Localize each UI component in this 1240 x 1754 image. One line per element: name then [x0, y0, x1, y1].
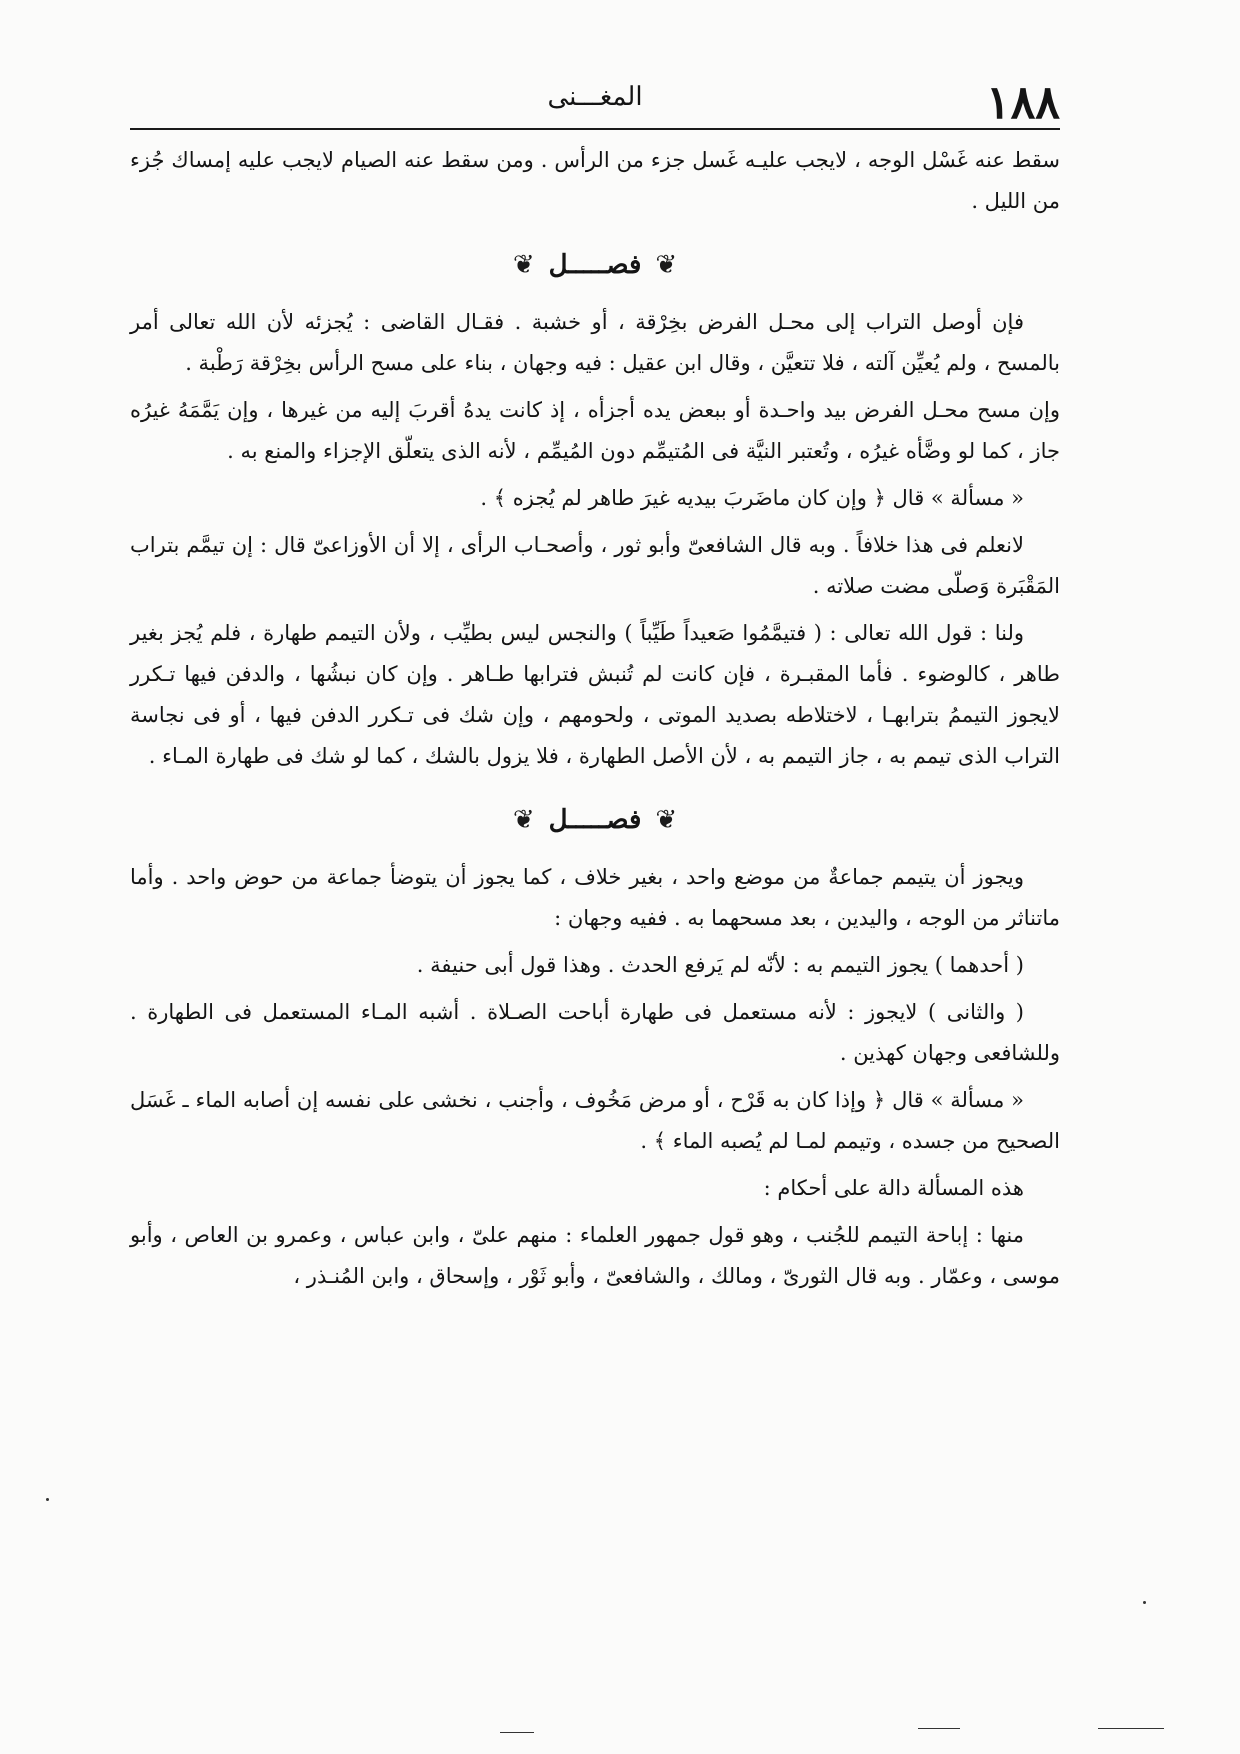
main-text — [130, 140, 1060, 1303]
scan-mark — [918, 1728, 960, 1729]
paragraph-1: سقط عنه غَسْل الوجه ، لايجب عليـه غَسل جزء من الرأس . ومن سقط عنه الصيام لايجب عليه إمساك جُزء من الليل . — [130, 148, 1060, 213]
section-heading-label: فصـــــل — [548, 804, 642, 835]
paragraph-10: « مسألة » قال ﴿ وإذا كان به قَرْح ، أو مرض مَخُوف ، وأجنب ، نخشى على نفسه إن أصابه الماء ـ غَسَل الصحيح من جسده ، وتيمم لمـا لم يُصبه الماء ﴾ . — [130, 1088, 1060, 1153]
paragraph-7: ويجوز أن يتيمم جماعةٌ من موضع واحد ، بغير خلاف ، كما يجوز أن يتوضأ جماعة من حوض واحد . وأما ماتناثر من الوجه ، واليدين ، بعد مسحهما به . ففيه وجهان : — [130, 865, 1060, 930]
page-number: ١٨٨ — [985, 75, 1060, 129]
section-heading-2 — [130, 783, 1060, 857]
page-header — [130, 72, 1060, 128]
section-heading-label: فصـــــل — [548, 249, 642, 280]
paragraph-5: لانعلم فى هذا خلافاً . وبه قال الشافعىّ وأبو ثور ، وأصحـاب الرأى ، إلا أن الأوزاعىّ قال : إن تيمَّم بتراب المَقْبَرة وَصلّى مضت صلاته . — [130, 533, 1060, 598]
paragraph-4: « مسألة » قال ﴿ وإن كان ماضَربَ بيديه غيرَ طاهر لم يُجزه ﴾ . — [480, 486, 1024, 510]
paragraph-3: وإن مسح محـل الفرض بيد واحـدة أو ببعض يده أجزأه ، إذ كانت يدهُ أقربَ إليه من غيرها ، وإن يَمَّمَهُ غيرُه جاز ، كما لو وضَّأه غيرُه ، وتُعتبر النيَّة فى المُتيمِّم دون المُيمِّم ، لأنه الذى يتعلّق الإجزاء والمنع به . — [130, 398, 1060, 463]
paragraph-8: ( أحدهما ) يجوز التيمم به : لأنّه لم يَرفع الحدث . وهذا قول أبى حنيفة . — [416, 953, 1024, 977]
running-title: المغـــنى — [547, 82, 643, 112]
ornament-icon: ❦ — [512, 805, 535, 835]
paragraph-12: منها : إباحة التيمم للجُنب ، وهو قول جمهور العلماء : منهم علىّ ، وابن عباس ، وعمرو بن العاص ، وأبو موسى ، وعمّار . وبه قال الثورىّ ، ومالك ، والشافعىّ ، وأبو ثَوْر ، وإسحاق ، وابن المُنـذر ، — [130, 1223, 1060, 1288]
paragraph-9: ( والثانى ) لايجوز : لأنه مستعمل فى طهارة أباحت الصـلاة . أشبه المـاء المستعمل فى الطهارة . وللشافعى وجهان كهذين . — [130, 1000, 1060, 1065]
section-heading-1 — [130, 228, 1060, 302]
scan-dot — [46, 1498, 49, 1501]
paragraph-2: فإن أوصل التراب إلى محـل الفرض بخِرْقة ، أو خشبة . فقـال القاضى : يُجزئه لأن الله تعالى أمر بالمسح ، ولم يُعيِّن آلته ، فلا تتعيَّن ، وقال ابن عقيل : فيه وجهان ، بناء على مسح الرأس بخِرْقة رَطْبة . — [130, 310, 1060, 375]
paragraph-6: ولنا : قول الله تعالى : ( فتيمَّمُوا صَعيداً طَيِّباً ) والنجس ليس بطيِّب ، ولأن التيمم طهارة ، فلم يُجز بغير طاهر ، كالوضوء . فأما المقبـرة ، فإن كانت لم تُنبش فترابها طـاهر . وإن كان نبشُها ، والدفن فيها تـكرر لايجوز التيممُ بترابهـا ، لاختلاطه بصديد الموتى ، ولحومهم ، وإن شك فى تـكرر الدفن فيها ، أو فى نجاسة التراب الذى تيمم به ، جاز التيمم به ، لأن الأصل الطهارة ، فلا يزول بالشك ، كما لو شك فى طهارة المـاء . — [130, 621, 1060, 768]
paragraph-11: هذه المسألة دالة على أحكام : — [763, 1176, 1024, 1200]
scan-mark — [500, 1732, 534, 1733]
ornament-icon: ❦ — [655, 250, 678, 280]
scan-mark — [1098, 1728, 1164, 1729]
header-rule — [130, 128, 1060, 130]
ornament-icon: ❦ — [655, 805, 678, 835]
ornament-icon: ❦ — [512, 250, 535, 280]
scan-dot — [1143, 1601, 1146, 1604]
